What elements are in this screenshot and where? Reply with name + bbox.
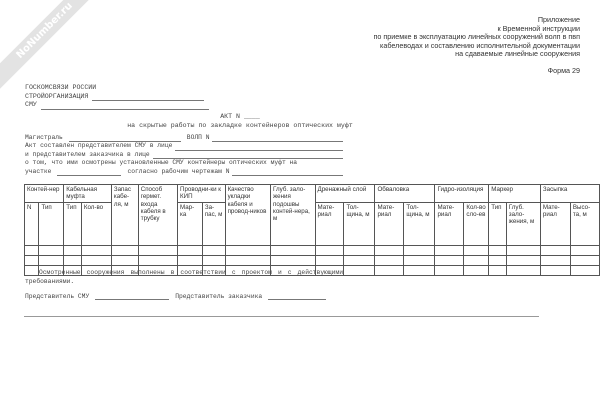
table-subheader: Мате-риал (540, 202, 570, 245)
table-cell[interactable] (464, 245, 489, 255)
table-cell[interactable] (570, 265, 599, 275)
line-label: Магистраль (25, 134, 63, 141)
table-subheader: За-пас, м (202, 202, 225, 245)
table-group-header: Качество укладки кабеля и провод-ников (225, 185, 270, 246)
table-row (25, 245, 600, 255)
drawings-field[interactable] (232, 168, 343, 176)
table-group-header: Дренажный слой (315, 185, 375, 203)
volp-label: ВОЛП N (186, 134, 210, 141)
conclusion-text: Осмотренные сооружения выполнены в соответствии с проектом и с действующими требованиями. (25, 269, 343, 285)
act-fields (25, 134, 343, 176)
table-cell[interactable] (39, 245, 64, 255)
table-cell[interactable] (271, 255, 315, 265)
bottom-divider (24, 316, 539, 317)
table-group-header: Запас кабе-ля, м (111, 185, 138, 246)
customer-rep-signature-field[interactable] (268, 292, 326, 300)
table-cell[interactable] (315, 245, 344, 255)
table-group-header: Засыпка (540, 185, 599, 203)
table-subheader: Тол-щина, м (404, 202, 435, 245)
act-heading (0, 112, 480, 130)
table-cell[interactable] (202, 245, 225, 255)
table-cell[interactable] (111, 255, 138, 265)
table-cell[interactable] (344, 245, 375, 255)
table-subheader: Тип (64, 202, 82, 245)
table-cell[interactable] (375, 265, 404, 275)
table-cell[interactable] (506, 245, 540, 255)
act-title: АКТ N ____ (220, 113, 260, 120)
table-cell[interactable] (225, 245, 270, 255)
table-cell[interactable] (81, 245, 111, 255)
appendix-block (374, 16, 580, 59)
table-cell[interactable] (138, 245, 177, 255)
table-cell[interactable] (540, 245, 570, 255)
table-cell[interactable] (375, 245, 404, 255)
table-group-header: Обваловка (375, 185, 435, 203)
table-group-header: Гидро-изоляция (435, 185, 489, 203)
table-group-header: Способ гермет. входа кабеля в трубку (138, 185, 177, 246)
table-cell[interactable] (225, 255, 270, 265)
table-cell[interactable] (64, 255, 82, 265)
table-subheader: Мате-риал (315, 202, 344, 245)
table-subheader: Мате-риал (375, 202, 404, 245)
table-cell[interactable] (435, 265, 464, 275)
table-cell[interactable] (344, 265, 375, 275)
watermark: NoNumber.ru (0, 0, 104, 90)
table-cell[interactable] (39, 255, 64, 265)
table-cell[interactable] (489, 245, 507, 255)
table-cell[interactable] (111, 245, 138, 255)
table-cell[interactable] (81, 255, 111, 265)
table-cell[interactable] (25, 245, 39, 255)
table-cell[interactable] (489, 255, 507, 265)
table-cell[interactable] (404, 245, 435, 255)
table-subheader: Тип (489, 202, 507, 245)
table-subheader: Тип (39, 202, 64, 245)
ministry-label: ГОСКОМСВЯЗИ РОССИИ (25, 84, 97, 91)
table-subheader: N (25, 202, 39, 245)
table-header-row (25, 185, 600, 203)
table-cell[interactable] (435, 245, 464, 255)
table-group-header: Маркер (489, 185, 541, 203)
table-row (25, 255, 600, 265)
smu-rep-label: Представитель СМУ (25, 293, 90, 300)
table-cell[interactable] (404, 265, 435, 275)
smu-field[interactable] (41, 102, 209, 110)
table-cell[interactable] (404, 255, 435, 265)
signatures (25, 292, 326, 300)
table-cell[interactable] (344, 255, 375, 265)
table-cell[interactable] (435, 255, 464, 265)
table-cell[interactable] (464, 255, 489, 265)
table-subheader: Мате-риал (435, 202, 464, 245)
table-cell[interactable] (464, 265, 489, 275)
construction-org-field[interactable] (92, 93, 204, 101)
table-group-header: Глуб. зало-жения подошвы контей-нера, м (271, 185, 315, 246)
table-cell[interactable] (138, 255, 177, 265)
table-group-header: Контей-нер (25, 185, 64, 203)
table-cell[interactable] (202, 255, 225, 265)
table-cell[interactable] (64, 245, 82, 255)
section-label: участке (25, 167, 52, 175)
customer-rep-sign-label: Представитель заказчика (175, 293, 263, 300)
table-cell[interactable] (506, 255, 540, 265)
table-group-header: Проводни-ки к КИП (178, 185, 226, 203)
table-subheader: Глуб. зало-жения, м (506, 202, 540, 245)
table-subheader: Тол-щина, м (344, 202, 375, 245)
table-subheader: Кол-во сло-ев (464, 202, 489, 245)
table-cell[interactable] (489, 265, 507, 275)
customer-rep-label: и представителем заказчика в лице (25, 150, 150, 158)
organization-block (25, 84, 209, 110)
table-group-header: Кабельная муфта (64, 185, 112, 203)
table-cell[interactable] (25, 255, 39, 265)
table-cell[interactable] (178, 255, 203, 265)
table-cell[interactable] (315, 255, 344, 265)
line-field[interactable] (69, 134, 181, 142)
table-cell[interactable] (271, 245, 315, 255)
construction-org-label: СТРОЙОРГАНИЗАЦИЯ (25, 92, 89, 100)
containers-table (24, 184, 600, 276)
appendix-line: по приемке в эксплуатацию линейных сооружений волп в пвп (373, 32, 580, 42)
table-subheader: Высо-та, м (570, 202, 599, 245)
table-cell[interactable] (375, 255, 404, 265)
table-subheader: Мар-ка (178, 202, 203, 245)
appendix-line: на сдаваемые линейные сооружения (455, 49, 580, 59)
table-cell[interactable] (178, 245, 203, 255)
appendix-line: Приложение (537, 15, 580, 24)
form-number: Форма 29 (547, 66, 580, 75)
volp-field[interactable] (212, 134, 343, 142)
drawings-label: согласно рабочим чертежам N (127, 167, 230, 175)
smu-rep-signature-field[interactable] (95, 292, 169, 300)
table-cell[interactable] (506, 265, 540, 275)
drawn-by-label: Акт составлен представителем СМУ в лице (25, 142, 173, 150)
appendix-line: кабелеводах и составлению исполнительной документации (380, 40, 580, 50)
table-cell[interactable] (540, 265, 570, 275)
drawn-by-field[interactable] (175, 143, 343, 151)
section-field[interactable] (57, 168, 121, 176)
table-cell[interactable] (570, 245, 599, 255)
about-text: о том, что ими осмотрены установленные СМУ контейнеры оптических муфт на (25, 159, 298, 167)
table-subheader: Кол-во (81, 202, 111, 245)
appendix-line: к Временной инструкции (497, 23, 580, 33)
table-cell[interactable] (570, 255, 599, 265)
act-subtitle: на скрытые работы по закладке контейнеров оптических муфт (127, 122, 353, 129)
smu-label: СМУ (25, 101, 37, 109)
table-cell[interactable] (540, 255, 570, 265)
